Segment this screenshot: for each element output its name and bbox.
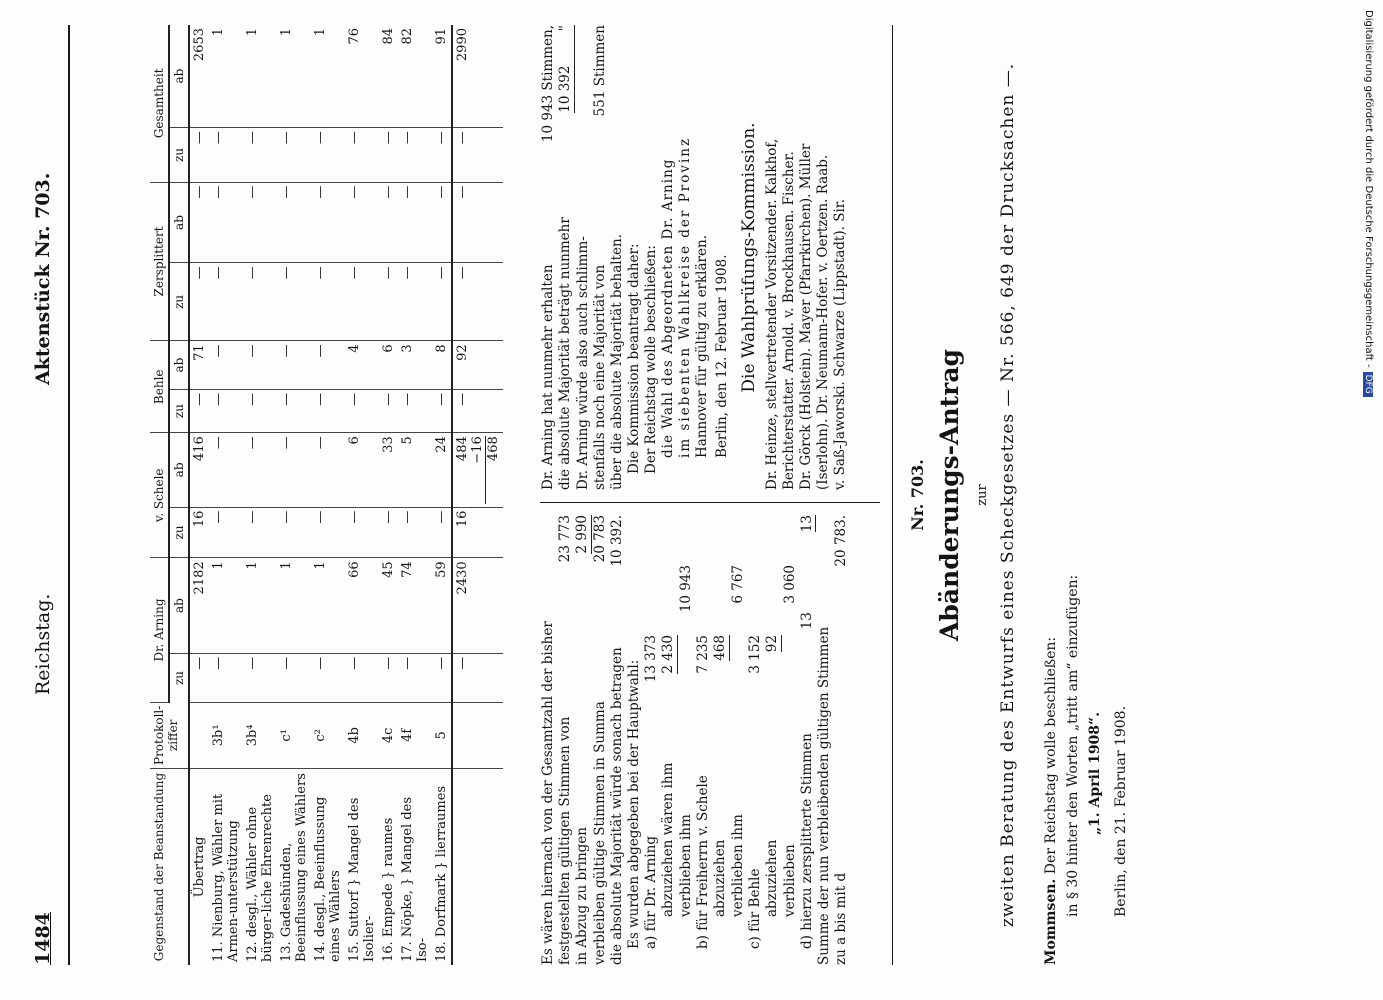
- text-line: die Wahl des Abgeordneten Dr. Arning: [660, 158, 676, 458]
- text-line: abzuziehen: [764, 839, 780, 917]
- motion-block: [1040, 25, 1132, 965]
- value: 92: [764, 635, 780, 653]
- row-number: 13.: [279, 941, 294, 962]
- header-rule: [68, 25, 70, 965]
- value: 468: [712, 635, 728, 661]
- sub-zu: zu: [169, 389, 189, 432]
- row-text: Nienburg, Wähler mit Armen-unterstützung: [211, 793, 241, 962]
- value: 20 783: [592, 515, 608, 563]
- row-label: [398, 769, 432, 966]
- row-text: Gadeshünden, Beeinflussung eines Wählers: [279, 773, 309, 962]
- text-line: Der Reichstag wolle beschließen:: [1043, 636, 1059, 875]
- cell: —: [243, 182, 277, 263]
- doc-title: Abänderungs-Antrag: [935, 348, 964, 642]
- cell: —: [452, 263, 503, 341]
- cell: [452, 702, 503, 768]
- text-line: verblieben ihm: [730, 814, 746, 917]
- row-protocol: c¹: [277, 702, 311, 768]
- text-line: Die Kommission beantragt daher:: [626, 243, 642, 474]
- total-schele: 484: [455, 436, 470, 462]
- text-line: abzuziehen: [712, 839, 728, 917]
- row-label: [432, 769, 452, 966]
- cell: —: [398, 263, 432, 341]
- value: 23 773: [557, 515, 573, 563]
- total-row: [452, 25, 503, 965]
- row-text: desgl., Beeinflussung eines Wählers: [313, 796, 343, 962]
- cell: —: [277, 263, 311, 341]
- cell: [452, 433, 503, 507]
- cell: 1: [311, 558, 345, 653]
- cell: 1: [311, 25, 345, 128]
- cell: 1: [277, 25, 311, 128]
- cell: —: [452, 182, 503, 263]
- sub-ab: ab: [169, 182, 189, 263]
- row-number: 16.: [381, 941, 396, 962]
- cell: —: [379, 653, 398, 702]
- text-line: „1. April 1908“.: [1087, 712, 1103, 835]
- sub-ab: ab: [169, 25, 189, 128]
- rotated-document: [30, 25, 1360, 965]
- cell: 1: [243, 25, 277, 128]
- cell: 1: [209, 25, 243, 128]
- table-row: [277, 25, 311, 965]
- cell: —: [345, 128, 379, 183]
- text-line: Dr. Arning würde also auch schlimm-: [575, 236, 591, 490]
- cell: —: [379, 263, 398, 341]
- cell: 2182: [189, 558, 209, 653]
- cell: 416: [189, 433, 209, 507]
- row-text: Empede } raumes: [381, 817, 396, 938]
- cell: —: [277, 182, 311, 263]
- cell: 84: [379, 25, 398, 128]
- table-row: [398, 25, 432, 965]
- column-divider: [540, 502, 880, 503]
- text-line: im siebenten Wahlkreise der Provinz: [677, 136, 693, 458]
- value: 551 Stimmen: [592, 25, 608, 117]
- row-protocol: 3b⁴: [243, 702, 277, 768]
- cell: 91: [432, 25, 452, 128]
- row-label: [311, 769, 345, 966]
- cell: 16: [452, 507, 503, 558]
- table-row: [243, 25, 277, 965]
- table-row: [311, 25, 345, 965]
- cell: —: [398, 653, 432, 702]
- header-right: Aktenstück Nr. 703.: [32, 172, 54, 385]
- value: 3 060: [782, 565, 798, 604]
- cell: —: [379, 182, 398, 263]
- cell: —: [243, 341, 277, 390]
- text-line: Der Reichstag wolle beschließen:: [643, 245, 659, 474]
- cell: 59: [432, 558, 452, 653]
- cell: —: [243, 389, 277, 432]
- cell: 24: [432, 433, 452, 507]
- cell: —: [189, 653, 209, 702]
- value: 13 373: [643, 635, 659, 683]
- value: 7 235: [695, 635, 711, 674]
- sub-ab: ab: [169, 558, 189, 653]
- row-label: [209, 769, 243, 966]
- member-line: Dr. Heinze, stellvertretender Vorsitzender. Kalkhof,: [764, 138, 780, 490]
- cell: —: [243, 433, 277, 507]
- value: 10 943 Stimmen,: [540, 25, 556, 143]
- row-label: [379, 769, 398, 966]
- col-zersplittert: Zersplittert: [150, 182, 169, 341]
- cell: 16: [189, 507, 209, 558]
- sub-zu: zu: [169, 263, 189, 341]
- row-text: desgl., Wähler ohne bürger-liche Ehrenrechte: [245, 794, 275, 962]
- cell: 6: [345, 433, 379, 507]
- table-row: [379, 25, 398, 965]
- sub-zu: zu: [169, 653, 189, 702]
- cell: —: [311, 653, 345, 702]
- text-line: Es wurden abgegeben bei der Hauptwahl:: [626, 659, 642, 949]
- cell: [452, 769, 503, 966]
- cell: —: [432, 653, 452, 702]
- value: 13: [799, 612, 815, 630]
- proposer-name: Mommsen.: [1043, 878, 1059, 965]
- text-line: in Abzug zu bringen: [574, 827, 590, 965]
- cell: 1: [277, 558, 311, 653]
- cell: —: [311, 182, 345, 263]
- cell: —: [243, 128, 277, 183]
- text-line: Summe der nun verbleibenden gültigen Stimmen: [816, 626, 832, 965]
- cell: 2990: [452, 25, 503, 128]
- cell: —: [209, 507, 243, 558]
- table-row: [432, 25, 452, 965]
- value: 10 392: [557, 65, 573, 113]
- row-label: [345, 769, 379, 966]
- row-protocol: 3b¹: [209, 702, 243, 768]
- text-line: die absolute Majorität beträgt nunmehr: [557, 217, 573, 490]
- cell: —: [345, 182, 379, 263]
- cell: —: [379, 507, 398, 558]
- cell: —: [311, 128, 345, 183]
- sub-zu: zu: [169, 128, 189, 183]
- table-row: [209, 25, 243, 965]
- cell: 74: [398, 558, 432, 653]
- cell: —: [209, 653, 243, 702]
- cell: —: [452, 128, 503, 183]
- cell: 66: [345, 558, 379, 653]
- cell: —: [277, 128, 311, 183]
- sub-ab: ab: [169, 433, 189, 507]
- total-schele-result: 468: [485, 436, 501, 503]
- cell: —: [311, 433, 345, 507]
- value: 6 767: [730, 565, 746, 604]
- cell: —: [452, 389, 503, 432]
- funding-text: Digitalisierung gefördert durch die Deutsche Forschungsgemeinschaft -: [1363, 10, 1374, 368]
- text-line: d) hierzu zersplitterte Stimmen: [799, 733, 815, 949]
- text-line: die absolute Majorität würde sonach betragen: [609, 647, 625, 965]
- cell: 8: [432, 341, 452, 390]
- doc-subtitle: zweiten Beratung des Entwurfs eines Scheckgesetzes — Nr. 566, 649 der Drucksachen —.: [998, 62, 1018, 928]
- row-label: [243, 769, 277, 966]
- cell: —: [311, 507, 345, 558]
- member-line: Berichterstatter. Arnold. v. Brockhausen. Fischer.: [781, 151, 797, 490]
- cell: —: [398, 507, 432, 558]
- cell: 45: [379, 558, 398, 653]
- text-line: stenfalls noch eine Majorität von: [592, 264, 608, 490]
- cell: —: [243, 653, 277, 702]
- cell: —: [277, 389, 311, 432]
- value: 10 392.: [609, 515, 625, 567]
- value: 2 430: [660, 635, 676, 674]
- cell: 1: [243, 558, 277, 653]
- cell: 2430: [452, 558, 503, 653]
- results-table: [150, 25, 503, 965]
- cell: 82: [398, 25, 432, 128]
- text-line: verblieben: [782, 844, 798, 917]
- table-row: [345, 25, 379, 965]
- value: 20 783.: [833, 515, 849, 567]
- total-schele-minus: −16: [470, 436, 485, 464]
- text-line: über die absolute Majorität behalten.: [609, 233, 625, 490]
- cell: —: [189, 182, 209, 263]
- member-line: (Iserlohn). Dr. Neumann-Hofer. v. Oertzen. Raab.: [815, 154, 831, 490]
- date-line: Berlin, den 21. Februar 1908.: [1113, 705, 1129, 917]
- text-line: verbleiben gültige Stimmen in Summa: [592, 701, 608, 965]
- cell: —: [311, 389, 345, 432]
- row-text: Nöpke, } Mangel des Iso-: [400, 796, 430, 962]
- ditto-mark: ": [557, 25, 573, 32]
- text-line: Hannover für gültig zu erklären.: [694, 235, 710, 458]
- cell: —: [189, 263, 209, 341]
- funding-note: [1363, 10, 1374, 394]
- cell: 5: [398, 433, 432, 507]
- cell: 76: [345, 25, 379, 128]
- sub-ab: ab: [169, 341, 189, 390]
- text-line: verblieben ihm: [678, 814, 694, 917]
- col-protocol: Protokoll-ziffer: [150, 702, 189, 768]
- row-text: Dorfmark } lierraumes: [434, 785, 449, 938]
- col-item: Gegenstand der Beanstandung: [150, 769, 189, 966]
- cell: —: [277, 507, 311, 558]
- cell: —: [209, 389, 243, 432]
- cell: —: [398, 389, 432, 432]
- cell: —: [311, 263, 345, 341]
- cell: —: [277, 341, 311, 390]
- cell: 1: [209, 558, 243, 653]
- text-line: b) für Freiherrn v. Schele: [695, 775, 711, 949]
- header-left: Reichstag.: [32, 593, 54, 695]
- value: 10 943: [678, 565, 694, 613]
- result-column: [540, 25, 849, 490]
- cell: —: [432, 182, 452, 263]
- dfg-logo: DFG: [1363, 372, 1373, 397]
- cell: —: [345, 389, 379, 432]
- row-number: 18.: [434, 941, 449, 962]
- cell: —: [345, 653, 379, 702]
- cell: —: [452, 653, 503, 702]
- row-protocol: 4c: [379, 702, 398, 768]
- text-line: in § 30 hinter den Worten „tritt am“ einzufügen:: [1065, 574, 1081, 917]
- cell: —: [379, 128, 398, 183]
- uebertrag-row: [189, 25, 209, 965]
- page-number: 1484: [32, 912, 54, 965]
- cell: —: [277, 653, 311, 702]
- cell: —: [345, 507, 379, 558]
- cell: —: [432, 263, 452, 341]
- text-line: Es wären hiernach von der Gesamtzahl der bisher: [540, 621, 556, 965]
- cell: —: [398, 182, 432, 263]
- row-number: 12.: [245, 941, 260, 962]
- section-rule: [892, 25, 893, 965]
- date-line: Berlin, den 12. Februar 1908.: [714, 254, 730, 458]
- computation-column: [540, 515, 850, 965]
- row-label: [277, 769, 311, 966]
- cell: —: [277, 433, 311, 507]
- text-line: a) für Dr. Arning: [643, 836, 659, 949]
- cell: —: [209, 341, 243, 390]
- col-schele: v. Schele: [150, 433, 169, 558]
- value: 2 990: [574, 515, 590, 554]
- cell: —: [189, 389, 209, 432]
- cell: —: [379, 389, 398, 432]
- row-number: 17.: [400, 941, 415, 962]
- row-number: 11.: [211, 941, 226, 962]
- cell: —: [209, 182, 243, 263]
- cell: 3: [398, 341, 432, 390]
- value: 3 152: [747, 635, 763, 674]
- row-number: 15.: [347, 941, 362, 962]
- cell: —: [311, 341, 345, 390]
- cell: 2653: [189, 25, 209, 128]
- cell: —: [432, 128, 452, 183]
- value: 13: [799, 515, 815, 533]
- text-line: abzuziehen wären ihm: [660, 762, 676, 917]
- cell: 33: [379, 433, 398, 507]
- text-line: festgestellten gültigen Stimmen von: [557, 716, 573, 965]
- sub-zu: zu: [169, 507, 189, 558]
- text-line: Dr. Arning hat nunmehr erhalten: [540, 264, 556, 490]
- member-line: v. Saß-Jaworski. Schwarze (Lippstadt). Sir.: [832, 198, 848, 490]
- cell: [189, 702, 209, 768]
- cell: —: [243, 263, 277, 341]
- col-gesamt: Gesamtheit: [150, 25, 169, 182]
- cell: 71: [189, 341, 209, 390]
- row-protocol: 4f: [398, 702, 432, 768]
- cell: —: [432, 389, 452, 432]
- cell: 6: [379, 341, 398, 390]
- cell: 4: [345, 341, 379, 390]
- cell: 92: [452, 341, 503, 390]
- text-line: zu a bis mit d: [833, 872, 849, 965]
- cell: —: [432, 507, 452, 558]
- cell: —: [345, 263, 379, 341]
- doc-number: Nr. 703.: [908, 459, 927, 531]
- row-protocol: 4b: [345, 702, 379, 768]
- uebertrag-label: Übertrag: [192, 836, 207, 898]
- col-arning: Dr. Arning: [150, 558, 169, 702]
- row-number: 14.: [313, 941, 328, 962]
- row-protocol: 5: [432, 702, 452, 768]
- member-line: Dr. Görck (Holstein). Mayer (Pfarrkirchen). Müller: [798, 143, 814, 490]
- row-text: Suttorf } Mangel des Isolier-: [347, 797, 377, 962]
- cell: —: [243, 507, 277, 558]
- cell: —: [189, 128, 209, 183]
- row-protocol: c²: [311, 702, 345, 768]
- col-behle: Behle: [150, 341, 169, 433]
- doc-zur: zur: [975, 484, 990, 506]
- commission-title: Die Wahlprüfungs-Kommission.: [739, 122, 759, 393]
- text-line: c) für Behle: [747, 868, 763, 949]
- cell: —: [209, 433, 243, 507]
- cell: —: [398, 128, 432, 183]
- cell: —: [209, 128, 243, 183]
- cell: —: [209, 263, 243, 341]
